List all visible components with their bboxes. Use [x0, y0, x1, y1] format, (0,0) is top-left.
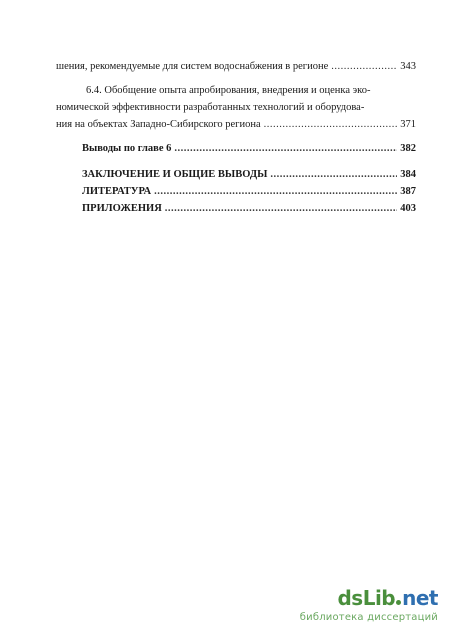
- toc-page-number: 387: [400, 186, 416, 197]
- logo-text-dslib: dsLib: [337, 586, 396, 610]
- toc-leader-dots: [331, 58, 397, 75]
- dslib-watermark: [300, 588, 438, 626]
- toc-page-number: 343: [400, 61, 416, 72]
- toc-page-number: 382: [400, 143, 416, 154]
- toc-entry-chapter-6-conclusions: [56, 140, 416, 157]
- toc-page-number: 403: [400, 203, 416, 214]
- toc-page-number: 384: [400, 169, 416, 180]
- dslib-logo: [300, 588, 438, 608]
- toc-entry-last-line: [56, 116, 416, 133]
- toc-entry-general-conclusion: [56, 166, 416, 183]
- table-of-contents: [56, 58, 416, 217]
- toc-entry-text-line-2: номической эффективности разработанных технологий и оборудова-: [56, 102, 365, 113]
- toc-entry-text: Выводы по главе 6: [82, 143, 172, 154]
- toc-entry-text: ЛИТЕРАТУРА: [82, 186, 152, 197]
- toc-entry-text-line-1: 6.4. Обобщение опыта апробирования, внедрения и оценка эко-: [86, 85, 371, 96]
- toc-entry-text: ПРИЛОЖЕНИЯ: [82, 203, 162, 214]
- toc-leader-dots: [264, 116, 398, 133]
- toc-entry-appendices: [56, 200, 416, 217]
- toc-entry-text-line-3: ния на объектах Западно-Сибирского региона: [56, 119, 261, 130]
- logo-dot-icon: [396, 600, 401, 605]
- toc-entry-water-supply-systems: [56, 58, 416, 75]
- toc-page-number: 371: [400, 119, 416, 130]
- watermark-subtitle: библиотека диссертаций: [299, 612, 438, 623]
- toc-entry-text: шения, рекомендуемые для систем водоснабжения в регионе: [56, 61, 329, 72]
- toc-entry-text: ЗАКЛЮЧЕНИЕ И ОБЩИЕ ВЫВОДЫ: [82, 169, 268, 180]
- toc-entry-literature: [56, 183, 416, 200]
- toc-leader-dots: [154, 183, 397, 200]
- toc-leader-dots: [174, 140, 397, 157]
- toc-entry-section-6-4: [56, 82, 416, 133]
- toc-leader-dots: [270, 166, 397, 183]
- toc-leader-dots: [165, 200, 397, 217]
- logo-text-net: net: [402, 586, 438, 610]
